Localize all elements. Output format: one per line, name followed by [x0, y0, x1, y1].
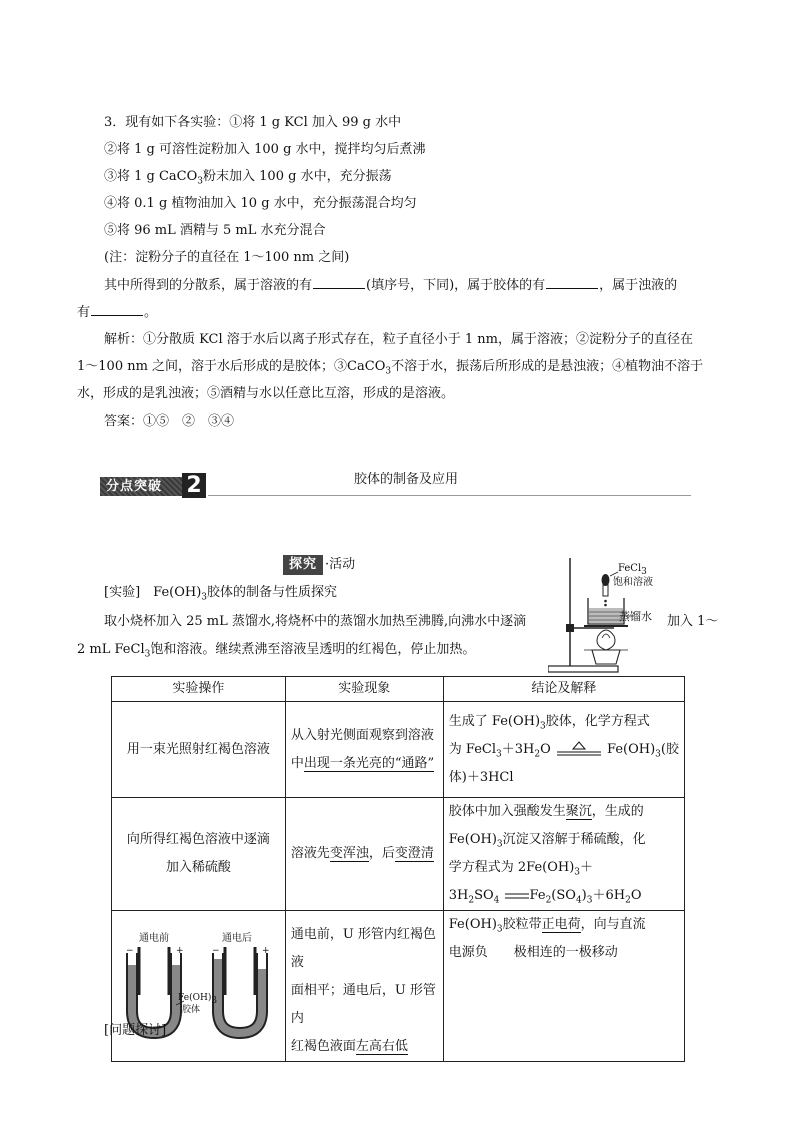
table-row — [112, 798, 685, 911]
table-cell-phenomenon: 通电前，U 形管内红褐色液 面相平；通电后，U 形管内 红褐色液面左高右低 — [285, 911, 443, 1062]
problem-discussion-label: [问题探讨] — [104, 1023, 167, 1038]
q3-question: 其中所得到的分散系，属于溶液的有 (填序号，下同)，属于胶体的有 ，属于浊液的 — [104, 278, 678, 293]
table-row — [112, 911, 685, 1062]
colloid-label-2: 胶体 — [182, 1005, 201, 1015]
explore-activity-label: 探究 ·活动 — [283, 553, 355, 573]
experiment-text-line1: 取小烧杯加入 25 mL 蒸馏水,将烧杯中的蒸馏水加热至沸腾,向沸水中逐滴 — [104, 614, 527, 629]
q3-line4: ④将 0.1 g 植物油加入 10 g 水中，充分振荡混合均匀 — [104, 196, 417, 211]
table-cell-operation: 向所得红褐色溶液中逐滴 加入稀硫酸 — [112, 798, 286, 911]
table-header: 实验现象 — [285, 677, 443, 702]
svg-text:−: − — [212, 946, 220, 956]
apparatus-reagent-label-2: 饱和溶液 — [613, 577, 653, 588]
section-title: 胶体的制备及应用 — [354, 472, 459, 487]
table-row — [112, 702, 685, 798]
apparatus-reagent-label: FeCl$_3$ — [618, 563, 647, 577]
svg-text:+: + — [176, 946, 184, 956]
heating-arrow-icon — [555, 741, 603, 757]
q3-line5: ⑤将 96 mL 酒精与 5 mL 水充分混合 — [104, 223, 326, 238]
table-header: 结论及解释 — [443, 677, 684, 702]
q3-line1: 3．现有如下各实验：①将 1 g KCl 加入 99 g 水中 — [104, 115, 402, 130]
table-cell-conclusion: $Fe(OH)_3$胶粒带正电荷，向与直流 电源负 极相连的一极移动 — [443, 911, 684, 1062]
experiment-text-line1-end: 加入 1～ — [667, 614, 719, 629]
table-cell-phenomenon: 从入射光侧面观察到溶液 中出现一条光亮的“通路” — [285, 702, 443, 798]
svg-text:−: − — [126, 946, 134, 956]
apparatus-water-label: 蒸馏水 — [619, 610, 652, 623]
answer: 答案：①⑤ ② ③④ — [104, 414, 235, 429]
table-cell-phenomenon: 溶液先变浑浊，后变澄清 — [285, 798, 443, 911]
analysis-line3: 水，形成的是乳浊液；⑤酒精与水以任意比互溶，形成的是溶液。 — [77, 386, 455, 401]
analysis-line1: 解析：①分散质 KCl 溶于水后以离子形式存在，粒子直径小于 1 nm，属于溶液；②淀粉分子的直径在 — [104, 332, 693, 347]
experiment-text-line2: 2 mL FeCl$_3$饱和溶液。继续煮沸至溶液呈透明的红褐色，停止加热。 — [77, 642, 476, 660]
q3-note: (注：淀粉分子的直径在 1～100 nm 之间) — [104, 250, 350, 265]
q3-line3: ③将 1 g CaCO$_3$粉末加入 100 g 水中，充分振荡 — [104, 169, 392, 187]
experiment-table — [111, 676, 685, 1062]
table-cell-operation: 用一束光照射红褐色溶液 — [112, 702, 286, 798]
q3-question-cont: 有 。 — [77, 305, 158, 320]
table-header: 实验操作 — [112, 677, 286, 702]
analysis-line2: 1～100 nm 之间，溶于水后形成的是胶体；③CaCO$_3$不溶于水，振荡后所形成的是悬浊液；④植物油不溶于 — [77, 359, 704, 377]
section-badge: 分点突破 2 — [100, 473, 208, 498]
colloid-label: $Fe(OH)_3$ — [178, 993, 218, 1006]
after-label: 通电后 — [222, 933, 252, 944]
table-header-row — [112, 677, 685, 702]
equals-arrow-icon — [504, 891, 530, 901]
section-divider — [208, 495, 691, 496]
table-cell-conclusion: 生成了 $Fe(OH)_3$胶体，化学方程式 为 $FeCl_3+3H_2O$ $Fe(OH)_3$(胶 体)＋3HCl — [443, 702, 684, 798]
before-label: 通电前 — [139, 933, 169, 944]
section-number: 2 — [182, 473, 206, 498]
svg-text:+: + — [262, 946, 270, 956]
experiment-title: [实验] $Fe(OH)_3$胶体的制备与性质探究 — [104, 585, 338, 603]
q3-line2: ②将 1 g 可溶性淀粉加入 100 g 水中，搅拌均匀后煮沸 — [104, 142, 426, 157]
table-cell-conclusion: 胶体中加入强酸发生聚沉，生成的 $Fe(OH)_3$沉淀又溶解于稀硫酸，化 学方程式为 $2Fe(OH)_3+$ $3H_2SO_4$ $Fe_2(SO_4)_3+6H_2O$ — [443, 798, 684, 911]
